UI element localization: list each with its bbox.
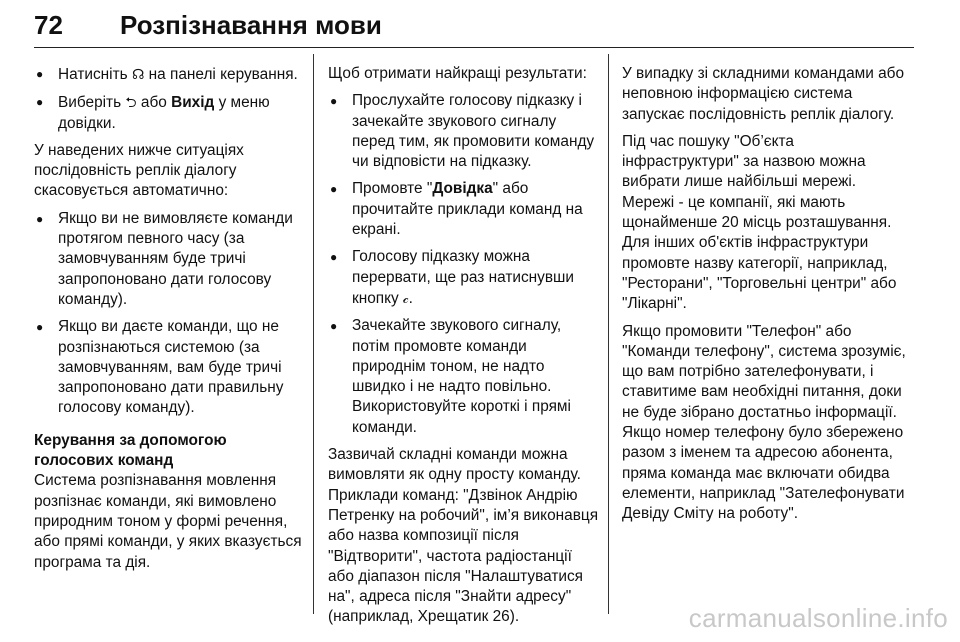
column-2: [328, 64, 600, 635]
header-rule: [34, 47, 914, 48]
list-item: ● Голосову підказку можна перервати, ще раз натиснувши кнопку 𝒸.: [328, 247, 600, 309]
page-title: Розпізнавання мови: [120, 10, 382, 40]
paragraph: У випадку зі складними командами або неповною інформацією система запускає послідовність реплік діалогу.: [622, 65, 905, 123]
paragraph: Під час пошуку "Об’єкта інфраструктури" за назвою можна вибрати лише найбільші мережі. Мережі - це компанії, які мають щонайменше 20 місць розташування. Для інших об'єктів інфраструктури промовте назву категорії, наприклад, "Ресторани", "Торговельні центри" або "Лікарні".: [622, 132, 897, 313]
list-item: ● Якщо ви не вимовляєте команди протягом певного часу (за замовчуванням буде тричі запропоновано дати голосову команду).: [34, 209, 304, 310]
list-item: ● Промовте "Довідка" або прочитайте приклади команд на екрані.: [328, 179, 600, 240]
column-divider-1: [313, 54, 314, 614]
paragraph: Зазвичай складні команди можна вимовляти як одну просту команду. Приклади команд: "Дзвінок Андрію Петренку на робочий", ім’я виконавця або назва композиції після "Відтворити", частота радіостанції або діапазон після "Налаштуватися на", адреса після "Знайти адресу" (наприклад, Хрещатик 26).: [328, 446, 599, 626]
section-heading: Керування за допомогою голосових команд: [34, 431, 227, 470]
column-divider-2: [608, 54, 609, 614]
bullet-list-tips: [328, 91, 600, 438]
bullet-list-exit: [34, 64, 304, 134]
page-header: [34, 10, 914, 50]
list-item: ● Якщо ви даєте команди, що не розпізнаються системою (за замовчуванням, вам буде тричі запропоновано дати правильну голосову команду).: [34, 317, 304, 418]
paragraph: Система розпізнавання мовлення розпізнає команди, які вимовлено природним тоном у формі речення, або прямі команди, у яких вказується програма та дія.: [34, 472, 302, 571]
column-3: [622, 64, 912, 532]
back-arrow-icon: ⮌: [125, 94, 137, 111]
voice-control-icon: ☊: [131, 66, 145, 82]
column-1: [34, 64, 304, 580]
voice-button-icon: 𝒸: [403, 289, 409, 306]
watermark: carmanualsonline.info: [688, 603, 948, 633]
paragraph: Щоб отримати найкращі результати:: [328, 65, 587, 82]
paragraph: Якщо промовити "Телефон" або "Команди телефону", система зрозуміє, що вам потрібно зателефонувати, і ставитиме вам необхідні питання, доки не буде зібрано достатньо інформації. Якщо номер телефону було збережено разом з іменем та адресою абонента, пряма команда має включати обидва елементи, наприклад "Зателефонувати Девіду Сміту на роботу".: [622, 322, 906, 523]
list-item: ● Прослухайте голосову підказку і зачекайте звукового сигналу перед тим, як промовити команду чи відповісти на підказку.: [328, 91, 600, 172]
list-item: ● Натисніть ☊ на панелі керування.: [34, 64, 304, 85]
paragraph: У наведених нижче ситуаціях послідовність реплік діалогу скасовується автоматично:: [34, 141, 244, 200]
list-item: ● Виберіть ⮌ або Вихід у меню довідки.: [34, 92, 304, 134]
help-label: Довідка: [432, 180, 493, 198]
exit-label: Вихід: [171, 94, 215, 112]
bullet-list-cancel: [34, 209, 304, 419]
list-item: ● Зачекайте звукового сигналу, потім промовте команди природнім тоном, не надто швидко і не надто повільно. Використовуйте короткі і прямі команди.: [328, 316, 600, 438]
page-number: 72: [34, 10, 63, 40]
